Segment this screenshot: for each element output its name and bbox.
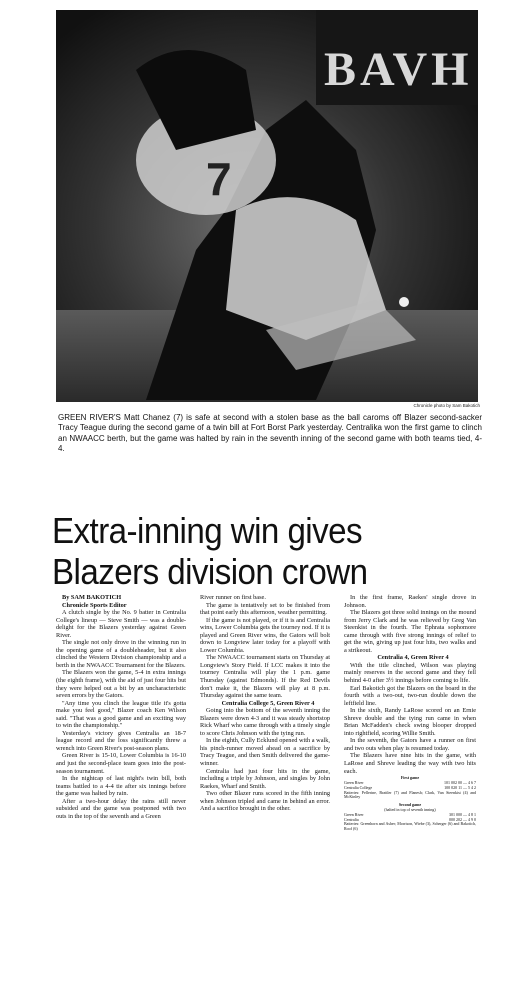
paragraph: If the game is not played, or if it is and Centralia wins, Lower Columbia gets the tourney nod. If it is played and Green River wins, the Gators will bolt down to Longview later today for a playoff with Lower Columbia. — [200, 616, 330, 654]
paragraph: Yesterday's victory gives Centralia an 18-7 league record and the loss significantly threw a wrench into Green River's post-season plans. — [56, 729, 186, 752]
article-column-2 — [200, 594, 330, 813]
paragraph: Two other Blazer runs scored in the fifth inning when Johnson tripled and came in behind an error. And a sacrifice brought in the other. — [200, 790, 330, 813]
paragraph: In the sixth, Randy LaRose scored on an Ernie Shreve double and the tying run came in when Brian McFadden's check swing blooper dropped into rightfield, scoring Willie Smith. — [344, 707, 476, 737]
paragraph: Centralia had just four hits in the game, including a triple by Johnson, and singles by John Raekes, Wharf and Smith. — [200, 767, 330, 790]
box-score-team: Centralia — [344, 816, 359, 822]
box-score-team: Green River — [344, 779, 364, 785]
box-score-team: Centralia College — [344, 784, 373, 790]
box-score-batteries: Batteries: Pellerine, Brattler (7) and Flanesh; Clark, Van Steenkist (4) and McKinley — [344, 789, 476, 800]
headline-line-1: Extra-inning win gives — [52, 510, 363, 551]
jersey-number: 7 — [206, 153, 232, 205]
article-column-3 — [344, 594, 476, 832]
paragraph: With the title clinched, Wilson was playing mainly reserves in the second game and they fell behind 4-0 after 3½ innings before coming to life. — [344, 661, 476, 685]
paragraph: Earl Bakotich got the Blazers on the board in the fourth with a two-out, two-run double down the leftfield line. — [344, 684, 476, 707]
paragraph: The game is tentatively set to be finished from that point early this afternoon, weather permitting. — [200, 601, 330, 617]
paragraph: River runner on first base. — [200, 594, 266, 601]
headline — [52, 510, 457, 592]
paragraph: The single not only drove in the winning run in the opening game of a doubleheader, but it also clinched the Western Division championship and a berth in the NWAACC Tournament for the Blazers. — [56, 639, 186, 669]
box-score-team: Green River — [344, 811, 364, 817]
paragraph: "Any time you clinch the league title it's gotta make you feel good," Blazer coach Ken Wilson said. "That was a good game and an exciting way to win the championship." — [56, 699, 186, 730]
paragraph: In the nightcap of last night's twin bill, both teams battled to a 4-4 tie after six innings before the game was halted by rain. — [56, 775, 186, 798]
box-score-line: 000 202 — 4 9 0 — [449, 816, 476, 822]
paragraph: In the first frame, Raekes' single drove in Johnson. — [344, 594, 476, 609]
box-score-second-subtitle: (halted in top of seventh inning) — [384, 806, 436, 812]
paragraph: The Blazers won the game, 5-4 in extra innings (the eighth frame), with the aid of just four hits but they were helped out a bit by an uncharacteristic seven errors by the Gators. — [56, 669, 186, 700]
game-photo-image — [56, 10, 478, 402]
paragraph: In the seventh, the Gators have a runner on first and two outs when play is resumed today. — [344, 737, 476, 752]
box-score-second-title: Second game — [398, 802, 422, 808]
box-score-line: 101 002 00 — 4 6 7 — [444, 779, 476, 785]
paragraph: After a two-hour delay the rains still never subsided and the game was postponed with two outs in the top of the seventh and a Green — [56, 797, 186, 820]
paragraph: The NWAACC tournament starts on Thursday at Longview's Story Field. If LCC makes it into the tourney Centralia will play the 1 p.m. game Thursday (against Edmonds). If the Red Devils don't make it, the Blazers will play at 8 p.m. Thursday against the same team. — [200, 654, 330, 700]
box-score — [344, 776, 476, 832]
paragraph: The Blazers got three solid innings on the mound from Jerry Clark and he was relieved by Greg Van Steenkist in the fourth. The Ephrata sophomore came through with five strong innings of relief to get the win, giving up just four hits, two walks and a strikeout. — [344, 609, 476, 654]
byline-author: By SAM BAKOTICH — [62, 594, 122, 601]
headline-line-2: Blazers division crown — [52, 551, 368, 592]
box-score-line: 301 000 — 4 8 1 — [449, 811, 476, 817]
paragraph: Green River is 15-10, Lower Columbia is 16-10 and just the second-place team goes into the post-season tournament. — [56, 752, 186, 775]
background-sign: BAVH — [324, 43, 473, 96]
paragraph: A clutch single by the No. 9 batter in Centralia College's lineup — Steve Smith — was a double-delight for the Blazers yesterday against Green River. — [56, 609, 186, 639]
photo-credit: Chronicle photo by Sam Bakotich — [413, 403, 480, 408]
box-score-first-title: First game — [400, 775, 420, 781]
photo-caption: GREEN RIVER'S Matt Chanez (7) is safe at second with a stolen base as the ball caroms off Blazer second-sacker Tracy Teague during the second game of a twin bill at Fort Borst Park yesterday. Centralika won the first game to clinch an NWAACC berth, but the game was halted by rain in the seventh inning of the second game with both teams tied, 4-4. — [58, 413, 482, 454]
paragraph: In the eighth, Cully Ecklund opened with a walk, his pinch-runner moved ahead on a sacrifice by Tracy Teague, and then Smith delivered the game-winner. — [200, 737, 330, 768]
box-score-batteries: Batteries: Greenhorn and Asher; Morrison, Wiebe (3), Scherger (6) and Bakotich, Roof (6) — [344, 821, 476, 832]
paragraph: The Blazers have nine hits in the game, with LaRose and Shreve leading the way with two hits each. — [344, 752, 476, 775]
subhead-first-game: Centralia College 5, Green River 4 — [221, 699, 315, 707]
game-photo — [56, 10, 478, 402]
article-column-1 — [56, 594, 186, 820]
subhead-second-game: Centralia 4, Green River 4 — [377, 654, 449, 662]
box-score-line: 100 020 11 — 5 4 2 — [444, 784, 476, 790]
paragraph: Going into the bottom of the seventh inning the Blazers were down 4-3 and it was steady shortstop Rick Wharf who came through with a timely single to score Chris Johnson with the tying run. — [200, 707, 330, 737]
byline-title: Chronicle Sports Editor — [62, 601, 127, 609]
